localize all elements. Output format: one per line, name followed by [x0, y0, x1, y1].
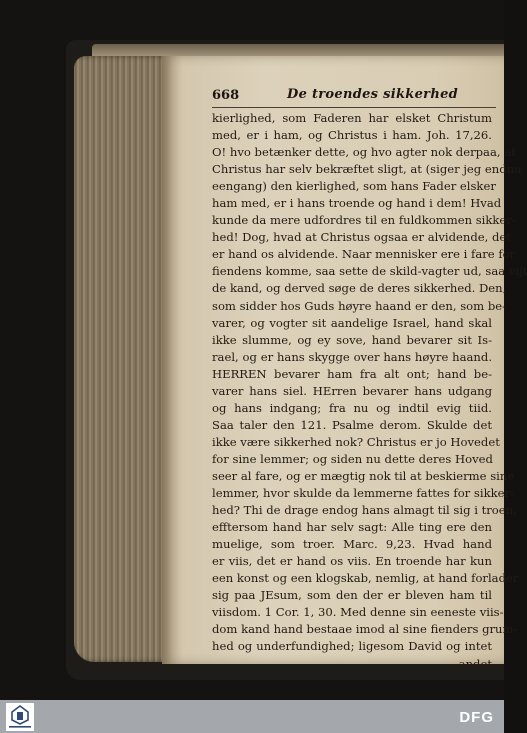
text-line: kunde da mere udfordres til en fuldkommen sikker- — [212, 213, 516, 228]
text-line: for sine lemmer; og siden nu dette deres Hoved — [212, 451, 493, 466]
text-line: seer al fare, og er mægtig nok til at beskierme sine — [212, 468, 515, 483]
text-line: O! hvo betænker dette, og hvo agter nok derpaa, at — [212, 145, 516, 160]
text-line: rael, og er hans skygge over hans høyre haand. — [212, 349, 492, 364]
text-line: een konst og een klogskab, nemlig, at hand forlader — [212, 571, 519, 586]
dfg-logo[interactable]: DFG — [459, 709, 494, 726]
text-line: viisdom. 1 Cor. 1, 30. Med denne sin eeneste viis- — [212, 605, 504, 620]
text-line: ham med, er i hans troende og hand i dem! Hvad — [212, 196, 502, 211]
text-line: er hand os alvidende. Naar mennisker ere i fare for — [212, 247, 516, 262]
text-line: hed og underfundighed; ligesom David og intet — [212, 639, 492, 654]
text-line: HERREN bevarer ham fra alt ont; hand be- — [212, 366, 492, 381]
text-line: Saa taler den 121. Psalme derom. Skulde det — [212, 417, 492, 432]
text-line: og hans indgang; fra nu og indtil evig tiid. — [212, 400, 492, 415]
text-line: varer, og vogter sit aandelige Israel, hand skal — [212, 315, 492, 330]
text-line: muelige, som troer. Marc. 9,23. Hvad hand — [212, 537, 492, 552]
text-line: ikke slumme, og ey sove, hand bevarer sit Is- — [212, 332, 492, 347]
text-line: lemmer, hvor skulde da lemmerne fattes for sikker- — [212, 486, 514, 501]
body-text — [212, 110, 527, 673]
text-line: dom kand hand bestaae imod al sine fienders grum- — [212, 622, 518, 637]
text-line: hed? Thi de drage endog hans almagt til sig i troen, — [212, 503, 517, 518]
text-line: med, er i ham, og Christus i ham. Joh. 17,26. — [212, 128, 492, 143]
text-line: sig paa JEsum, som den der er bleven ham til — [212, 588, 492, 603]
running-title: De troendes sikkerhed — [287, 87, 459, 102]
text-line: andet — [458, 656, 492, 671]
library-logo-icon[interactable] — [6, 703, 34, 731]
text-line: efftersom hand har selv sagt: Alle ting ere den — [212, 520, 492, 535]
text-line: varer hans siel. HErren bevarer hans udgang — [212, 383, 492, 398]
text-line: Christus har selv bekræftet sligt, at (siger jeg endnu — [212, 162, 522, 177]
running-head — [212, 87, 496, 108]
text-line: de kand, og derved søge de deres sikkerhed. Den, — [212, 281, 507, 296]
text-line: hed! Dog, hvad at Christus ogsaa er alvidende, det — [212, 230, 511, 245]
text-line: er viis, det er hand os viis. En troende har kun — [212, 554, 492, 569]
text-line: som sidder hos Guds høyre haand er den, som be- — [212, 298, 507, 313]
page-edges — [74, 56, 170, 662]
viewer-footer — [0, 700, 504, 733]
page-number: 668 — [212, 88, 240, 103]
text-line: fiendens komme, saa sette de skild-vagter ud, saa vijt — [212, 264, 527, 279]
text-line: kierlighed, som Faderen har elsket Christum — [212, 111, 492, 125]
text-line: eengang) den kierlighed, som hans Fader elsker — [212, 179, 496, 194]
text-line: ikke være sikkerhed nok? Christus er jo Hovedet — [212, 434, 500, 449]
